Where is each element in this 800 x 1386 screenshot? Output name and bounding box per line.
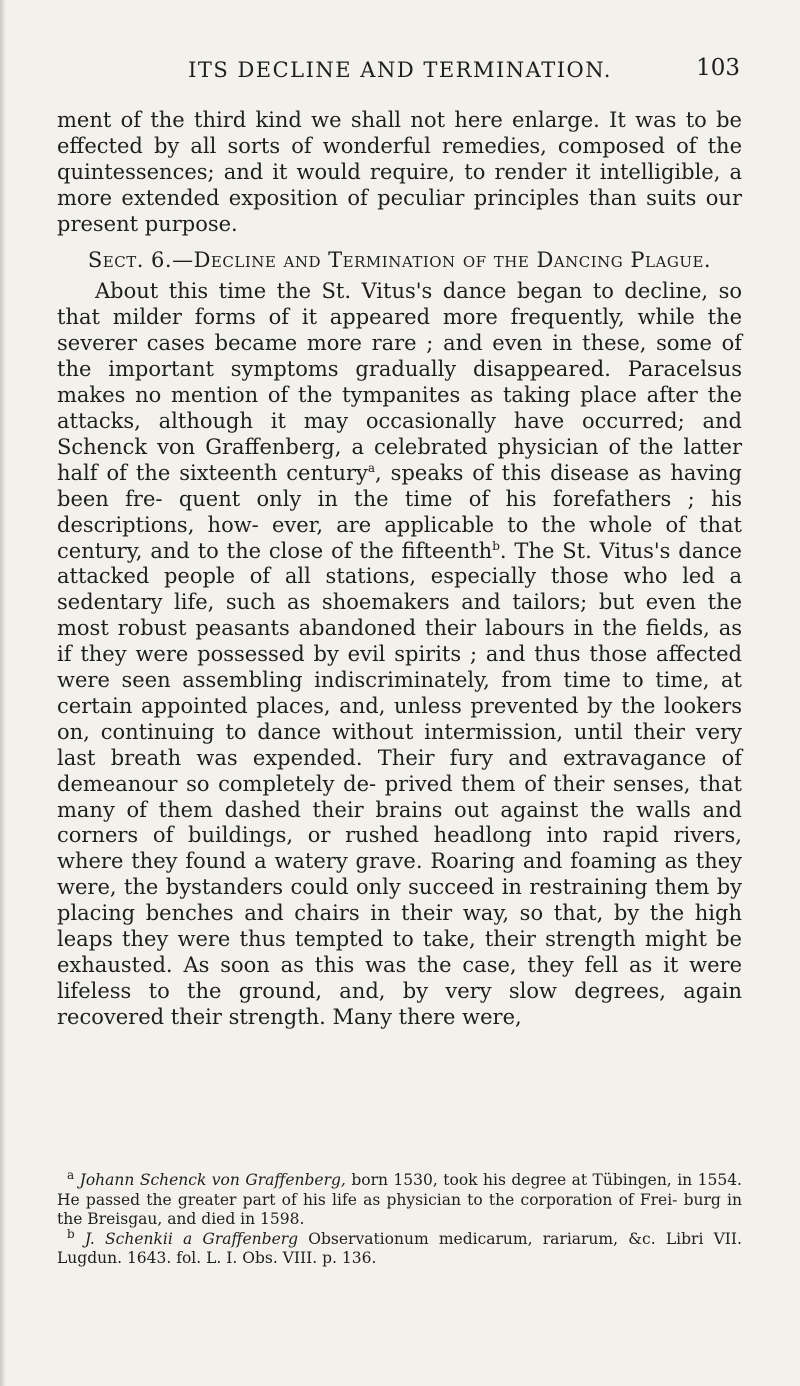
running-head: ITS DECLINE AND TERMINATION. <box>188 58 612 82</box>
main-paragraph <box>57 279 742 1030</box>
footnote-author: J. Schenkii a Graffenberg <box>84 1229 299 1248</box>
footnote-a <box>57 1167 742 1230</box>
body-text <box>57 108 742 1031</box>
section-heading: Sect. 6.—Decline and Termination of the Dancing Plague. <box>87 247 712 272</box>
footnote-b <box>57 1226 742 1269</box>
page-number: 103 <box>696 55 740 81</box>
continued-paragraph: ment of the third kind we shall not here enlarge. It was to be effected by all sorts of wonderful remedies, composed of the quintessences; and it would require, to render it intelligible, a more extended exposition of peculiar principles than suits our present purpose. <box>57 108 742 236</box>
footnote-mark: b <box>67 1226 75 1241</box>
footnote-ref-a[interactable]: a <box>367 460 376 475</box>
paragraph-text-part-2: , speaks of this disease as having been fre- quent only in the time of his forefathers ; his descriptions, how- ever, are applicable to the whole of that century, and to the close of the fifteenth <box>57 460 743 563</box>
footnotes <box>57 1167 742 1269</box>
page-edge-shadow <box>0 0 6 1386</box>
footnote-text: born 1530, took his degree at Tübingen, in 1554. He passed the greater part of his life as physician to the corporation of Frei- burg in the Breisgau, and died in 1598. <box>57 1171 742 1228</box>
footnote-author: Johann Schenck von Graffenberg, <box>79 1171 346 1189</box>
paragraph-text-part-3: . The St. Vitus's dance attacked people of all stations, especially those who led a sedentary life, such as shoemakers and tailors; but even the most robust peasants abandoned their labours in the fields, as if they were possessed by evil spirits ; and thus those affected were seen assembling indiscriminately, from time to time, at certain appointed places, and, unless prevented by the lookers on, continuing to dance without intermission, until their very last breath was expended. Their fury and extravagance of demeanour so completely de- prived them of their senses, that many of them dashed their brains out against the walls and corners of buildings, or rushed headlong into rapid rivers, where they found a watery grave. Roaring and foaming as they were, the bystanders could only succeed in restraining them by placing benches and chairs in their way, so that, by the high leaps they were thus tempted to take, their strength might be exhausted. As soon as this was the case, they fell as it were lifeless to the ground, and, by very slow degrees, again recovered their strength. Many there were, <box>57 538 742 1029</box>
footnote-mark: a <box>67 1167 75 1182</box>
footnote-ref-b[interactable]: b <box>492 538 500 553</box>
footnote-text: Observationum medicarum, rariarum, &c. Libri VII. Lugdun. 1643. fol. L. I. Obs. VIII. p. 136. <box>57 1229 742 1267</box>
paragraph-text-part-1: About this time the St. Vitus's dance began to decline, so that milder forms of it appeared more frequently, while the severer cases became more rare ; and even in these, some of the important symptoms gradually disappeared. Paracelsus makes no mention of the tympanites as taking place after the attacks, although it may occasionally have occurred; and Schenck von Graffenberg, a celebrated physician of the latter half of the sixteenth century <box>57 279 742 485</box>
